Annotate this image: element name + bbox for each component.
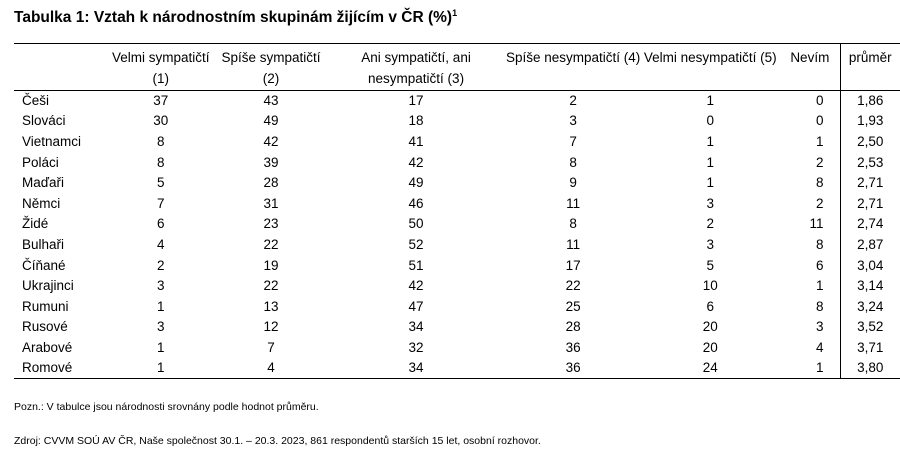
cell-spise-nesympaticti: 8 [569, 154, 577, 170]
cell-spise-sympaticti: 22 [263, 236, 279, 252]
cell-spise-nesympaticti: 8 [569, 216, 577, 232]
cell-ani-ani: 34 [326, 358, 505, 379]
cell-spise-nesympaticti: 36 [506, 358, 641, 379]
cell-spise-nesympaticti: 11 [566, 195, 581, 211]
cell-prumer: 3,71 [840, 338, 900, 359]
cell-velmi-nesympaticti: 20 [702, 339, 718, 355]
cell-spise-nesympaticti: 17 [565, 257, 581, 273]
cell-velmi-sympaticti: 8 [156, 133, 165, 149]
table-row [14, 132, 900, 153]
cell-velmi-nesympaticti: 1 [706, 133, 715, 149]
cell-velmi-nesympaticti: 1 [706, 93, 715, 109]
cell-ani-ani: 52 [408, 236, 424, 252]
header-spise-sympaticti: Spíše sympatičtí (2) [216, 44, 327, 91]
cell-ani-ani: 46 [408, 195, 424, 211]
cell-velmi-sympaticti: 7 [156, 195, 165, 211]
cell-velmi-sympaticti: 30 [153, 113, 169, 129]
cell-group: Maďaři [22, 175, 65, 191]
cell-velmi-nesympaticti: 2 [706, 216, 715, 232]
cell-velmi-sympaticti: 1 [106, 358, 216, 379]
cell-spise-sympaticti: 42 [263, 133, 279, 149]
cell-ani-ani: 34 [408, 319, 424, 335]
cell-nevim: 11 [809, 216, 824, 232]
table-note: Pozn.: V tabulce jsou národnosti srovnány podle hodnot průměru. [14, 401, 319, 413]
table-row [14, 152, 900, 173]
cell-nevim: 0 [816, 113, 824, 129]
cell-spise-sympaticti: 13 [263, 298, 279, 314]
cell-nevim: 1 [816, 278, 824, 294]
cell-spise-sympaticti: 31 [263, 195, 279, 211]
cell-nevim: 0 [816, 93, 824, 109]
cell-spise-nesympaticti: 7 [569, 133, 577, 149]
cell-prumer: 3,80 [840, 358, 900, 379]
table-row [14, 91, 900, 112]
cell-ani-ani: 42 [408, 278, 424, 294]
cell-spise-nesympaticti: 11 [566, 236, 581, 252]
cell-prumer: 1,93 [840, 111, 900, 132]
table-row [14, 276, 900, 297]
table-row [14, 358, 900, 379]
table-body [14, 91, 900, 379]
cell-velmi-nesympaticti: 20 [702, 319, 718, 335]
cell-nevim: 1 [780, 358, 840, 379]
table-row [14, 255, 900, 276]
cell-group: Poláci [22, 154, 59, 170]
cell-spise-sympaticti: 43 [263, 93, 279, 109]
cell-spise-sympaticti: 19 [263, 257, 279, 273]
table-source: Zdroj: CVVM SOÚ AV ČR, Naše společnost 30.1. – 20.3. 2023, 861 respondentů starších 15 let, osobní rozhovor. [14, 435, 541, 447]
cell-prumer: 2,71 [840, 173, 900, 194]
cell-velmi-nesympaticti: 1 [706, 175, 715, 191]
cell-velmi-sympaticti: 4 [156, 236, 165, 252]
cell-nevim: 2 [816, 195, 824, 211]
table-row [14, 214, 900, 235]
cell-ani-ani: 32 [408, 339, 424, 355]
cell-group: Rusové [22, 319, 68, 335]
cell-group: Slováci [22, 113, 66, 129]
table-row [14, 296, 900, 317]
cell-group: Romové [14, 358, 106, 379]
cell-nevim: 2 [816, 154, 824, 170]
cell-prumer: 3,24 [840, 296, 900, 317]
cell-velmi-sympaticti: 5 [156, 175, 165, 191]
cell-nevim: 8 [816, 175, 824, 191]
cell-spise-sympaticti: 23 [263, 216, 279, 232]
table-row [14, 173, 900, 194]
table-row [14, 317, 900, 338]
cell-prumer: 2,71 [840, 193, 900, 214]
cell-velmi-nesympaticti: 5 [706, 257, 715, 273]
table-row [14, 235, 900, 256]
table-title-text: Tabulka 1: Vztah k národnostním skupinám žijícím v ČR (%) [14, 9, 453, 26]
cell-spise-nesympaticti: 28 [565, 319, 581, 335]
cell-spise-sympaticti: 12 [263, 319, 279, 335]
table-title [14, 9, 457, 27]
cell-spise-nesympaticti: 22 [565, 278, 581, 294]
header-group [14, 44, 106, 91]
title-footnote-mark: 1 [452, 7, 458, 18]
cell-prumer: 2,50 [840, 132, 900, 153]
cell-ani-ani: 47 [408, 298, 424, 314]
table-row [14, 111, 900, 132]
cell-spise-nesympaticti: 25 [565, 298, 581, 314]
cell-velmi-nesympaticti: 3 [706, 236, 715, 252]
cell-velmi-sympaticti: 1 [156, 298, 165, 314]
cell-group: Bulhaři [22, 236, 65, 252]
cell-ani-ani: 51 [408, 257, 424, 273]
cell-prumer: 3,14 [840, 276, 900, 297]
cell-velmi-sympaticti: 1 [156, 339, 165, 355]
cell-spise-nesympaticti: 36 [565, 339, 581, 355]
cell-spise-nesympaticti: 9 [569, 175, 577, 191]
header-prumer: průměr [840, 44, 900, 91]
header-velmi-sympaticti: Velmi sympatičtí (1) [106, 44, 216, 91]
cell-prumer: 2,87 [840, 235, 900, 256]
cell-spise-sympaticti: 39 [263, 154, 279, 170]
table-row [14, 193, 900, 214]
cell-velmi-nesympaticti: 6 [706, 298, 715, 314]
cell-prumer: 2,74 [840, 214, 900, 235]
cell-velmi-nesympaticti: 24 [640, 358, 780, 379]
cell-velmi-nesympaticti: 1 [706, 154, 715, 170]
cell-velmi-sympaticti: 3 [156, 319, 165, 335]
cell-velmi-sympaticti: 37 [153, 93, 169, 109]
cell-prumer: 3,52 [840, 317, 900, 338]
cell-velmi-nesympaticti: 0 [706, 113, 715, 129]
cell-velmi-sympaticti: 8 [156, 154, 165, 170]
cell-group: Rumuni [22, 298, 69, 314]
cell-ani-ani: 49 [408, 175, 424, 191]
cell-ani-ani: 50 [408, 216, 424, 232]
header-nevim: Nevím [780, 44, 840, 91]
cell-spise-sympaticti: 49 [263, 113, 279, 129]
cell-spise-sympaticti: 22 [263, 278, 279, 294]
cell-spise-nesympaticti: 3 [569, 113, 577, 129]
cell-spise-sympaticti: 4 [216, 358, 327, 379]
cell-spise-nesympaticti: 2 [569, 93, 577, 109]
cell-velmi-sympaticti: 3 [156, 278, 165, 294]
cell-ani-ani: 18 [408, 113, 424, 129]
cell-ani-ani: 17 [408, 93, 424, 109]
cell-prumer: 2,53 [840, 152, 900, 173]
table-row [14, 338, 900, 359]
cell-velmi-sympaticti: 6 [156, 216, 165, 232]
table-header-row [14, 44, 900, 91]
cell-group: Arabové [22, 339, 73, 355]
header-ani-ani: Ani sympatičtí, ani nesympatičtí (3) [326, 44, 505, 91]
cell-nevim: 3 [816, 319, 824, 335]
cell-group: Ukrajinci [22, 278, 74, 294]
cell-velmi-sympaticti: 2 [156, 257, 165, 273]
cell-velmi-nesympaticti: 3 [706, 195, 715, 211]
cell-nevim: 6 [816, 257, 824, 273]
cell-group: Češi [22, 93, 50, 109]
cell-nevim: 8 [816, 236, 824, 252]
cell-group: Němci [22, 195, 61, 211]
cell-spise-sympaticti: 28 [263, 175, 279, 191]
cell-ani-ani: 41 [408, 133, 424, 149]
cell-ani-ani: 42 [408, 154, 424, 170]
cell-group: Židé [22, 216, 49, 232]
header-velmi-nesympaticti: Velmi nesympatičtí (5) [640, 44, 780, 91]
cell-velmi-nesympaticti: 10 [702, 278, 718, 294]
cell-nevim: 1 [816, 133, 824, 149]
header-spise-nesympaticti: Spíše nesympatičtí (4) [506, 44, 641, 91]
cell-nevim: 4 [816, 339, 824, 355]
attitude-table [14, 43, 900, 379]
cell-prumer: 1,86 [840, 91, 900, 112]
cell-spise-sympaticti: 7 [267, 339, 275, 355]
cell-group: Číňané [22, 257, 66, 273]
cell-group: Vietnamci [22, 133, 82, 149]
cell-nevim: 8 [816, 298, 824, 314]
cell-prumer: 3,04 [840, 255, 900, 276]
